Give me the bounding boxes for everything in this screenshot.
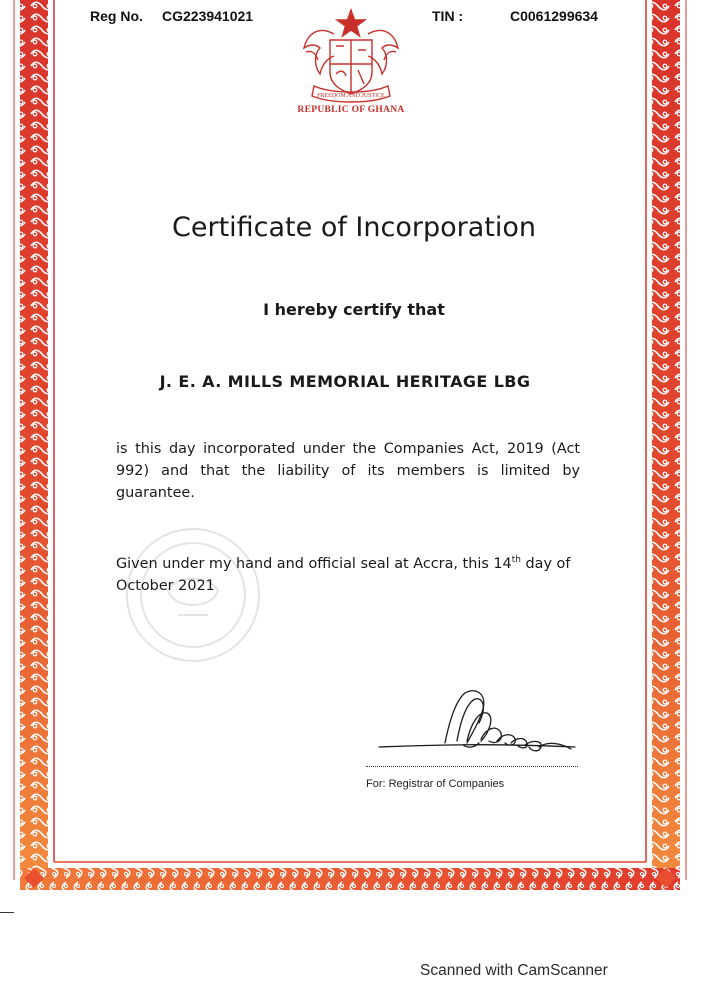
- scan-edge-mark: [0, 912, 14, 913]
- reg-no-label: Reg No.: [90, 8, 143, 24]
- signature-line: [366, 766, 578, 767]
- camscanner-watermark: Scanned with CamScanner: [420, 962, 608, 979]
- tin-label: TIN :: [432, 8, 464, 24]
- registrar-signature: [375, 683, 585, 765]
- given-prefix: Given under my hand and official seal at Accra, this 14: [116, 555, 512, 572]
- tin-value: C0061299634: [510, 8, 598, 24]
- incorporation-statement: is this day incorporated under the Companies Act, 2019 (Act 992) and that the liability of its members is limited by guarantee.: [116, 441, 580, 501]
- certificate-title: Certificate of Incorporation: [172, 212, 536, 243]
- motto-text: FREEDOM AND JUSTICE: [317, 93, 385, 99]
- republic-caption: REPUBLIC OF GHANA: [297, 105, 405, 115]
- reg-no-value: CG223941021: [162, 8, 254, 24]
- given-suffix: day of October 2021: [116, 555, 571, 594]
- company-name: J. E. A. MILLS MEMORIAL HERITAGE LBG: [159, 372, 531, 391]
- certify-line: I hereby certify that: [263, 300, 445, 319]
- given-ordinal: th: [511, 555, 521, 565]
- given-statement: [116, 549, 580, 597]
- registrar-label: For: Registrar of Companies: [366, 778, 505, 790]
